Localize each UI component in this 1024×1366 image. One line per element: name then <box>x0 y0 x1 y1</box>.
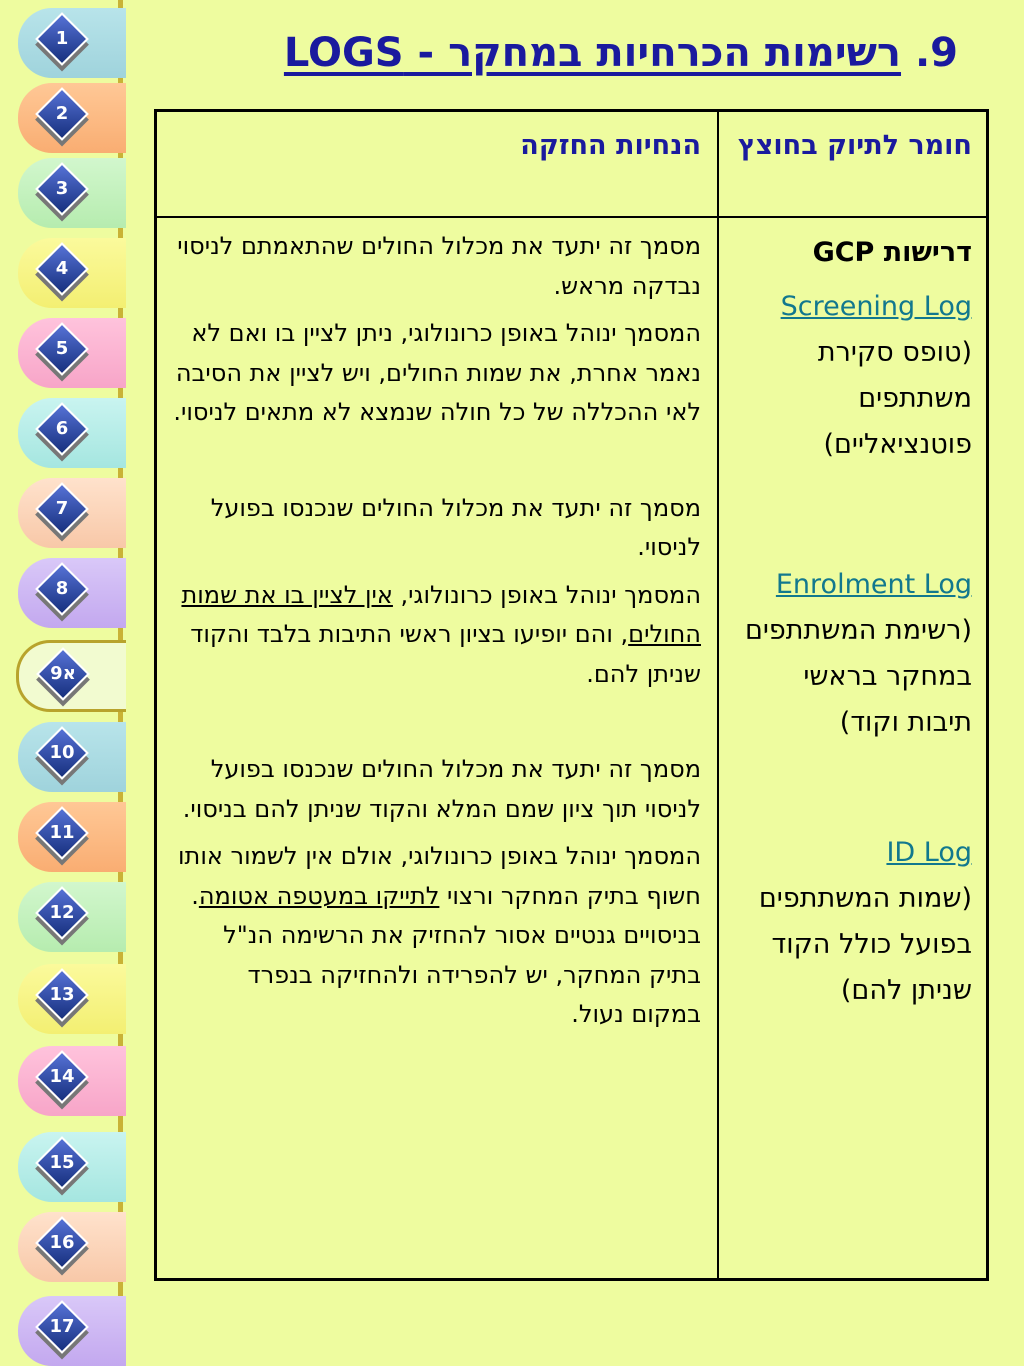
header-guidance: הנחיות החזקה <box>520 130 701 161</box>
gcp-requirements-label: דרישות GCP <box>812 237 972 268</box>
nav-tab-15[interactable] <box>18 1132 126 1202</box>
header-divider <box>157 216 986 218</box>
nav-tab-12[interactable] <box>18 882 126 952</box>
nav-tab-11[interactable] <box>18 802 126 872</box>
nav-tab-2[interactable] <box>18 83 126 153</box>
screening-guidance-1: מסמך זה יתעד את מכלול החולים שהתאמתם לניסוי נבדקה מראש. <box>177 232 701 300</box>
id-guidance-1: מסמך זה יתעד את מכלול החולים שנכנסו בפועל לניסוי תוך ציון שמם המלא והקוד שניתן להם בניסוי. <box>182 755 701 823</box>
enrolment-guidance-2-underlined: אין לציין בו את שמות החולים <box>181 580 701 648</box>
nav-tab-label: 5 <box>55 338 69 359</box>
header-material: חומר לתיוק בחוצץ <box>737 130 972 161</box>
nav-tab-label: 12 <box>49 902 75 923</box>
nav-tab-label: 6 <box>55 418 69 439</box>
screening-log-description: (טופס סקירת משתתפים פוטנציאליים) <box>817 337 972 460</box>
nav-tab-13[interactable] <box>18 964 126 1034</box>
slide-navigation-rail <box>0 0 130 1365</box>
nav-tab-9[interactable] <box>16 640 126 712</box>
nav-tab-label: 16 <box>49 1232 75 1253</box>
enrolment-log-description: (רשימת המשתתפים במחקר בראשי תיבות וקוד) <box>744 615 972 738</box>
nav-tab-3[interactable] <box>18 158 126 228</box>
nav-tab-7[interactable] <box>18 478 126 548</box>
id-guidance-2 <box>171 837 701 1035</box>
nav-tab-5[interactable] <box>18 318 126 388</box>
enrolment-guidance-2-b: , והם יופיעו בציון ראשי התיבות בלבד והקוד שניתן להם. <box>190 620 701 688</box>
nav-tab-label: 14 <box>49 1066 75 1087</box>
nav-tab-8[interactable] <box>18 558 126 628</box>
nav-tab-1[interactable] <box>18 8 126 78</box>
enrolment-guidance-2-a: המסמך ינוהל באופן כרונולוגי, <box>392 580 701 609</box>
nav-tab-label: 8 <box>55 578 69 599</box>
screening-guidance-2: המסמך ינוהל באופן כרונולוגי, ניתן לציין בו ואם לא נאמר אחרת, את שמות החולים, ויש לציין את הסיבה לאי ההכללה של כל חולה שנמצא לא מתאים לניסוי. <box>173 319 701 426</box>
page-title <box>284 30 958 76</box>
enrolment-guidance-2 <box>171 576 701 695</box>
nav-tab-label: 10 <box>49 742 75 763</box>
nav-tab-label: 7 <box>55 498 69 519</box>
nav-tab-4[interactable] <box>18 238 126 308</box>
nav-tab-label: 15 <box>49 1152 75 1173</box>
logs-table <box>154 109 989 1281</box>
screening-log-link[interactable]: Screening Log <box>780 291 972 322</box>
guidance-column <box>171 227 701 1035</box>
nav-tab-label: 4 <box>55 258 69 279</box>
nav-tab-6[interactable] <box>18 398 126 468</box>
id-guidance-2-a: המסמך ינוהל באופן כרונולוגי, אולם אין לשמור אותו חשוף בתיק המחקר ורצוי <box>178 842 701 910</box>
id-guidance-2-b: . בניסויים גנטיים אסור להחזיק את הרשימה הנ"ל בתיק המחקר, יש להפרידה ולהחזיקה בנפרד במקום נעול. <box>191 881 701 1028</box>
enrolment-log-link[interactable] <box>776 569 972 600</box>
enrolment-guidance-1: מסמך זה יתעד את מכלול החולים שנכנסו בפועל לניסוי. <box>210 493 701 561</box>
title-number: 9. <box>914 30 958 76</box>
nav-tab-label: 17 <box>49 1316 75 1337</box>
id-log-description: (שמות המשתתפים בפועל כולל הקוד שניתן להם) <box>758 883 972 1006</box>
column-divider <box>717 112 719 1278</box>
nav-tab-16[interactable] <box>18 1212 126 1282</box>
nav-tab-label: 11 <box>49 822 75 843</box>
enrolment-log-link-text: Enrolment Log <box>775 569 972 600</box>
nav-tab-10[interactable] <box>18 722 126 792</box>
nav-tab-label: 9א <box>50 663 76 684</box>
title-text: רשימות הכרחיות במחקר - LOGS <box>283 30 902 76</box>
nav-tab-label: 13 <box>49 984 75 1005</box>
nav-tab-14[interactable] <box>18 1046 126 1116</box>
id-guidance-2-underlined: לתייקו במעטפה אטומה <box>198 881 440 910</box>
nav-tab-label: 1 <box>55 28 69 49</box>
nav-tab-label: 2 <box>55 103 69 124</box>
nav-tab-17[interactable] <box>18 1296 126 1366</box>
nav-tab-label: 3 <box>55 178 69 199</box>
material-column <box>732 230 972 1014</box>
id-log-link[interactable]: ID Log <box>886 837 972 868</box>
